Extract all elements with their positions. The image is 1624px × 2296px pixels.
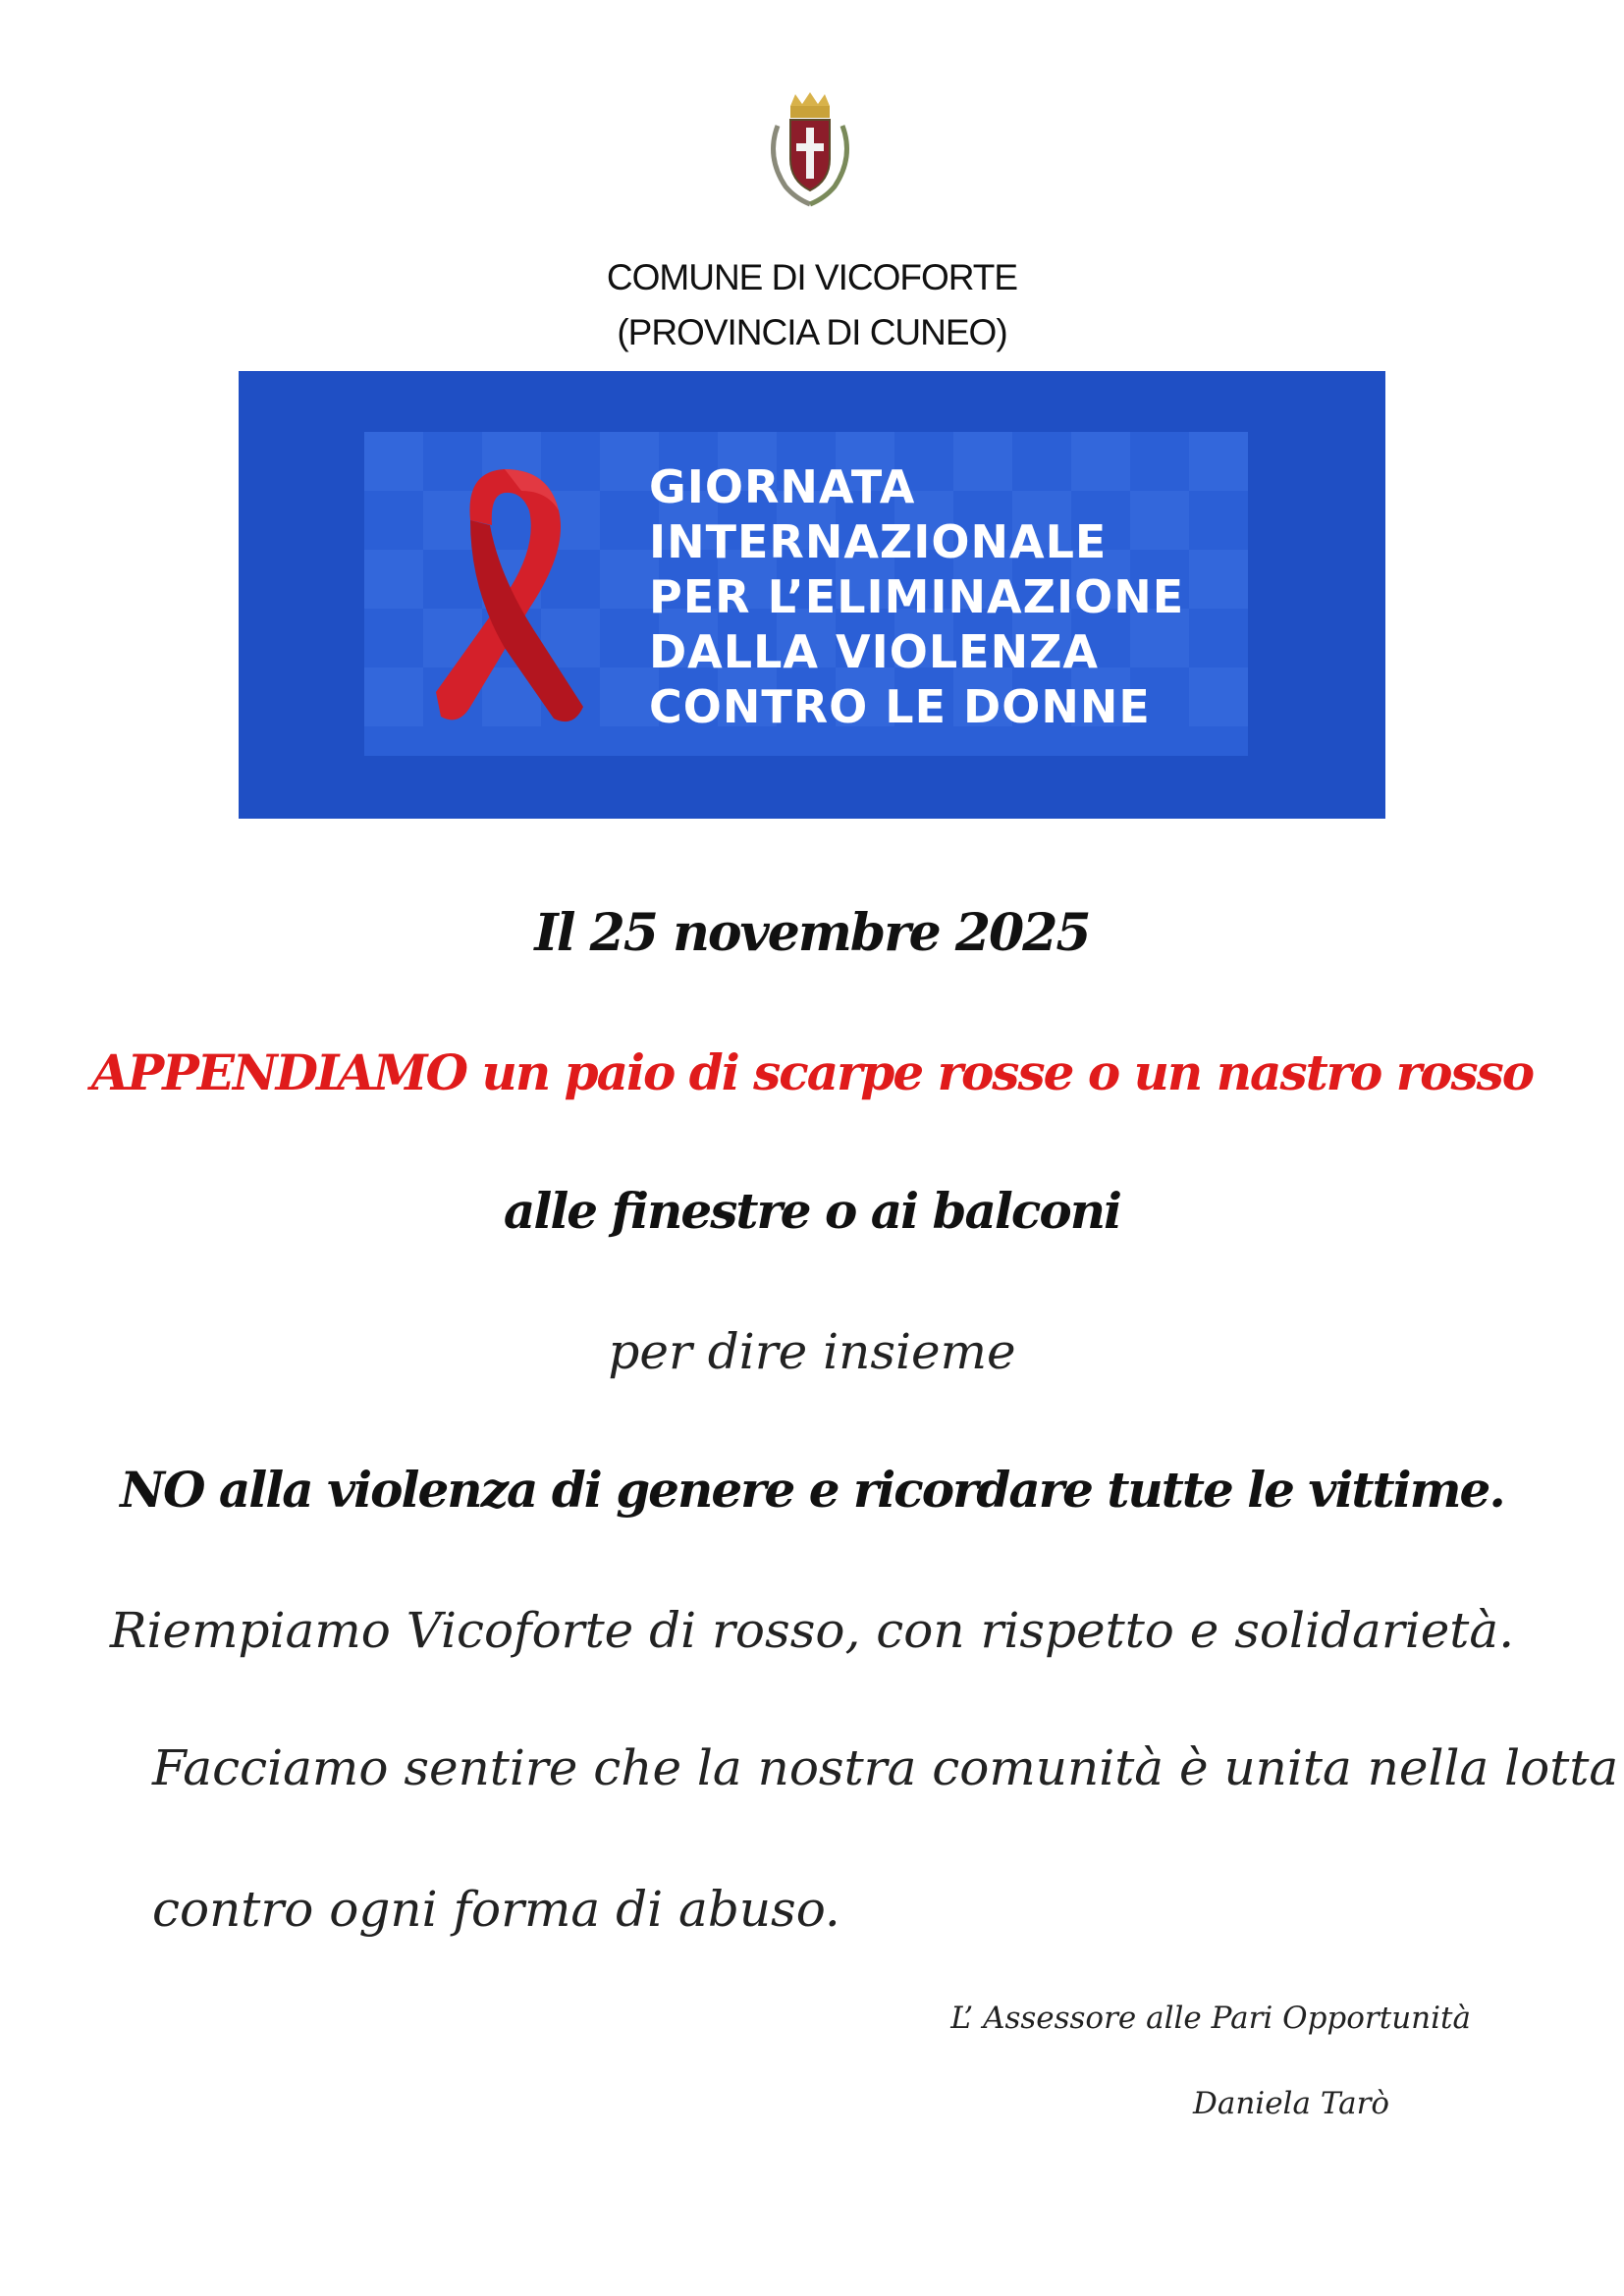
- appeal-text: APPENDIAMO un paio di scarpe rosse o un nastro rosso: [90, 1043, 1534, 1101]
- location-text: alle finestre o ai balconi: [503, 1182, 1121, 1240]
- red-ribbon-icon: [411, 452, 588, 746]
- banner-panel: [364, 432, 1248, 756]
- banner-title-line: DALLA VIOLENZA: [649, 625, 1100, 678]
- banner-title-line: CONTRO LE DONNE: [649, 680, 1151, 733]
- banner-title: [649, 459, 1184, 734]
- solidarity-text: Riempiamo Vicoforte di rosso, con rispetto e solidarietà.: [109, 1602, 1515, 1659]
- unity-text-line-2: contro ogni forma di abuso.: [152, 1881, 840, 1938]
- slogan-text: NO alla violenza di genere e ricordare tutte le vittime.: [120, 1461, 1504, 1519]
- banner-title-line: GIORNATA: [649, 460, 916, 513]
- province-name: (PROVINCIA DI CUNEO): [617, 312, 1007, 352]
- unity-text-line-1: Facciamo sentire che la nostra comunità è unita nella lotta: [152, 1739, 1619, 1796]
- municipality-name: COMUNE DI VICOFORTE: [606, 257, 1018, 297]
- signer-name: Daniela Tarò: [1193, 2086, 1390, 2121]
- event-banner: [239, 371, 1385, 819]
- municipal-crest-icon: [756, 88, 864, 216]
- purpose-text: per dire insieme: [608, 1323, 1016, 1380]
- event-date: Il 25 novembre 2025: [534, 903, 1090, 963]
- banner-title-line: PER L’ELIMINAZIONE: [649, 570, 1185, 623]
- banner-title-line: INTERNAZIONALE: [649, 515, 1108, 568]
- signer-role: L’ Assessore alle Pari Opportunità: [950, 2001, 1471, 2036]
